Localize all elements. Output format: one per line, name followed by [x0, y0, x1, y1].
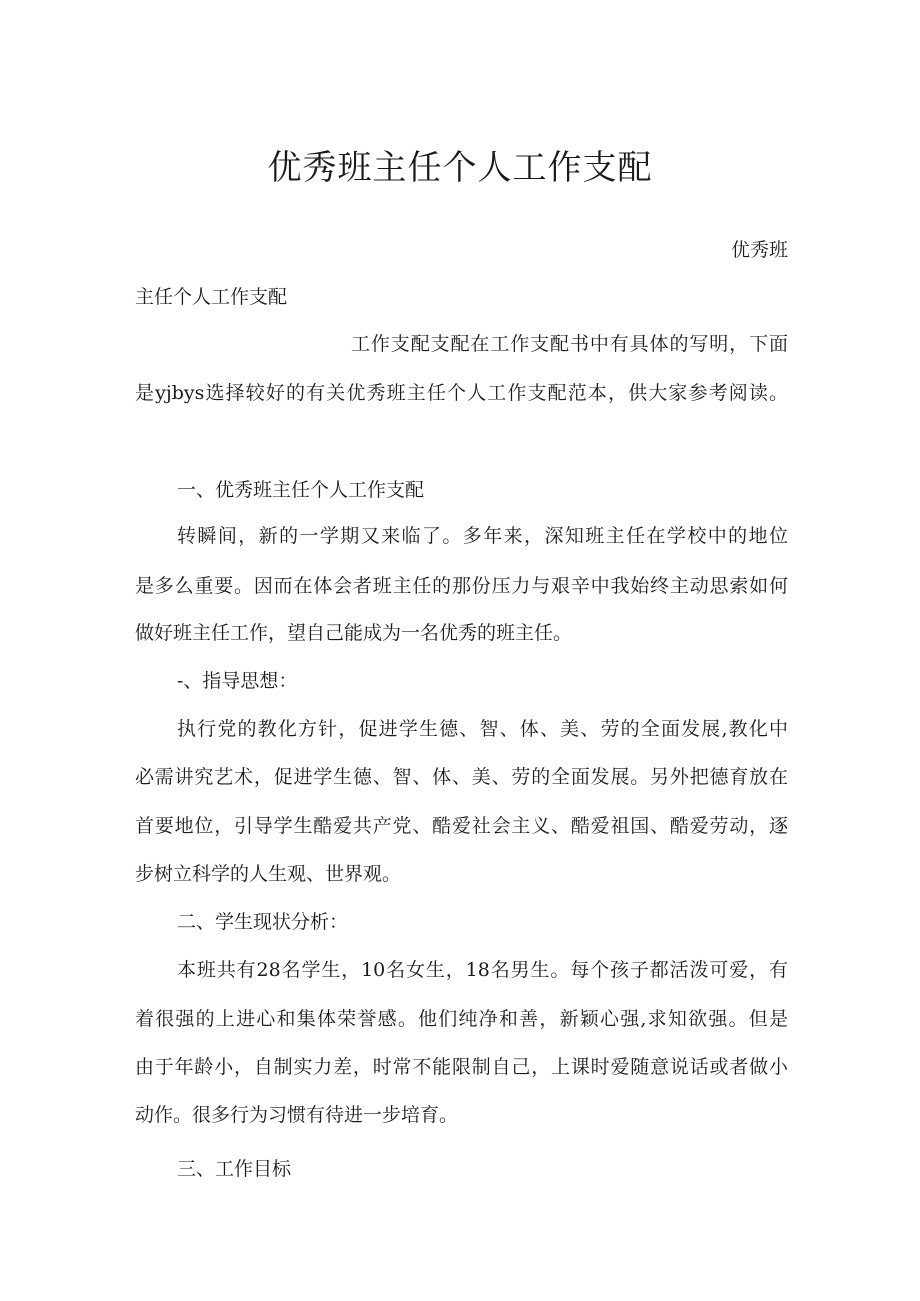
paragraph-3-line-3: 由于年龄小，自制实力差，时常不能限制自己，上课时爱随意说话或者做小 [135, 1056, 788, 1078]
work-goal-heading: 三、工作目标 [177, 1158, 292, 1180]
document-title: 优秀班主任个人工作支配 [267, 148, 653, 188]
paragraph-2-line-2: 必需讲究艺术，促进学生德、智、体、美、劳的全面发展。另外把德育放在 [135, 766, 788, 788]
header-left-text: 主任个人工作支配 [135, 286, 288, 308]
guiding-thought-heading: -、指导思想： [177, 670, 298, 692]
paragraph-1-line-1: 转瞬间，新的一学期又来临了。多年来，深知班主任在学校中的地位 [177, 525, 788, 547]
paragraph-1-line-2: 是多么重要。因而在体会者班主任的那份压力与艰辛中我始终主动思索如何 [135, 575, 788, 597]
section-1-heading: 一、优秀班主任个人工作支配 [177, 479, 425, 501]
intro-line-2: 是yjbys选择较好的有关优秀班主任个人工作支配范本，供大家参考阅读。 [135, 382, 788, 404]
student-analysis-heading: 二、学生现状分析： [177, 911, 349, 933]
intro-line-1: 工作支配支配在工作支配书中有具体的写明，下面 [351, 333, 788, 355]
paragraph-3-line-2: 着很强的上进心和集体荣誉感。他们纯净和善，新颖心强,求知欲强。但是 [135, 1008, 788, 1030]
paragraph-1-line-3: 做好班主任工作，望自己能成为一名优秀的班主任。 [135, 622, 573, 644]
paragraph-2-line-3: 首要地位，引导学生酷爱共产党、酷爱社会主义、酷爱祖国、酷爱劳动，逐 [135, 815, 788, 837]
paragraph-2-line-4: 步树立科学的人生观、世界观。 [135, 863, 402, 885]
header-right-text: 优秀班 [730, 239, 788, 261]
paragraph-3-line-1: 本班共有28名学生，10名女生，18名男生。每个孩子都活泼可爱，有 [177, 959, 788, 981]
paragraph-3-line-4: 动作。很多行为习惯有待进一步培育。 [135, 1104, 459, 1126]
paragraph-2-line-1: 执行党的教化方针，促进学生德、智、体、美、劳的全面发展,教化中 [177, 718, 788, 740]
